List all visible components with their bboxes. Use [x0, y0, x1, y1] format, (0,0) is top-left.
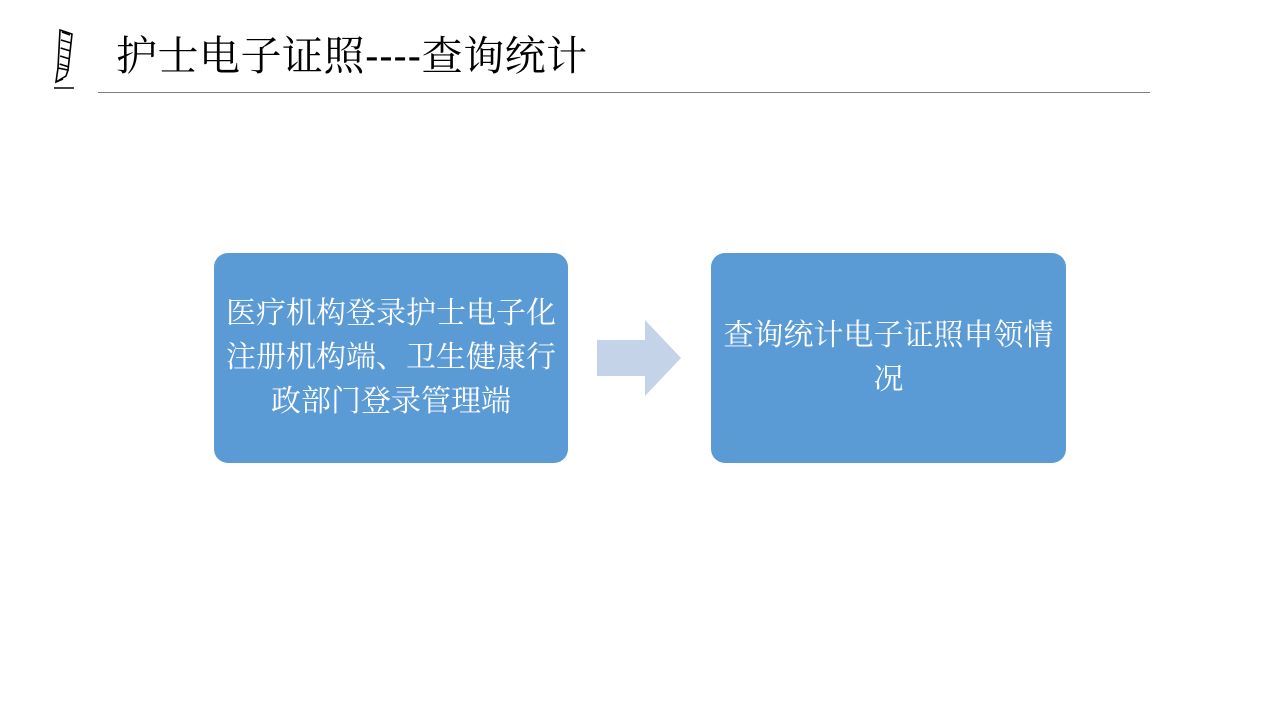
flow-node-target[interactable]	[711, 253, 1066, 463]
flow-node-source[interactable]	[214, 253, 568, 463]
flow-node-source-label: 医疗机构登录护士电子化注册机构端、卫生健康行政部门登录管理端	[226, 297, 556, 418]
arrow-right-icon	[597, 318, 681, 398]
flow-node-target-label: 查询统计电子证照申领情况	[723, 319, 1054, 396]
page-title: 护士电子证照----查询统计	[116, 33, 588, 79]
